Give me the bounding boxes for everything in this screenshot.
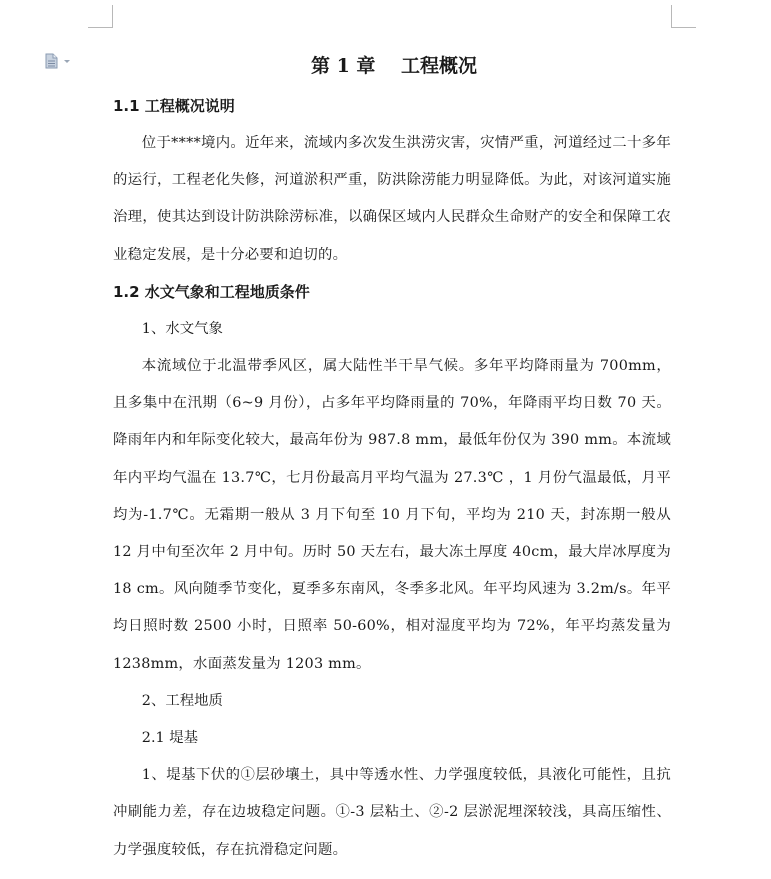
- page-corner-top-right: [671, 5, 696, 28]
- subheading-embankment-base: 2.1 堤基: [141, 730, 199, 747]
- section-heading-1-1: 1.1 工程概况说明: [113, 97, 235, 115]
- subheading-geology: 2、工程地质: [141, 692, 223, 709]
- document-icon[interactable]: [44, 53, 72, 69]
- document-body: [113, 46, 671, 869]
- document-icon-glyph: [44, 53, 72, 69]
- chapter-title: 第 1 章 工程概况: [310, 55, 478, 77]
- page-corner-top-left: [88, 5, 113, 28]
- overview-paragraph: 位于****境内。近年来，流域内多次发生洪涝灾害，灾情严重，河道经过二十多年的运行，工程老化失修，河道淤积严重，防洪除涝能力明显降低。为此，对该河道实施治理，使其达到设计防洪除涝标准，以确保区域内人民群众生命财产的安全和保障工农业稳定发展，是十分必要和迫切的。: [113, 135, 671, 263]
- hydrology-paragraph: 本流域位于北温带季风区，属大陆性半干旱气候。多年平均降雨量为 700mm，且多集中在汛期（6~9 月份），占多年平均降雨量的 70%，年降雨平均日数 70 天。降雨年内和年际变化较大，最高年份为 987.8 mm，最低年份仅为 390 mm。本流域年内平均气温在 13.7℃，七月份最高月平均气温为 27.3℃ ，1 月份气温最低，月平均为-1.7℃。无霜期一般从 3 月下旬至 10 月下旬，平均为 210 天，封冻期一般从 12 月中旬至次年 2 月中旬。历时 50 天左右，最大冻土厚度 40cm，最大岸冰厚度为 18 cm。风向随季节变化，夏季多东南风，冬季多北风。年平均风速为 3.2m/s。年平均日照时数 2500 小时，日照率 50-60%，相对湿度平均为 72%，年平均蒸发量为 1238mm，水面蒸发量为 1203 mm。: [113, 358, 671, 672]
- geology-paragraph: 1、堤基下伏的①层砂壤土，具中等透水性、力学强度较低，具液化可能性，且抗冲刷能力差，存在边坡稳定问题。①-3 层粘土、②-2 层淤泥埋深较浅，具高压缩性、力学强度较低，存在抗滑稳定问题。: [113, 767, 671, 858]
- section-heading-1-2: 1.2 水文气象和工程地质条件: [113, 282, 310, 301]
- subheading-hydrology: 1、水文气象: [141, 320, 223, 337]
